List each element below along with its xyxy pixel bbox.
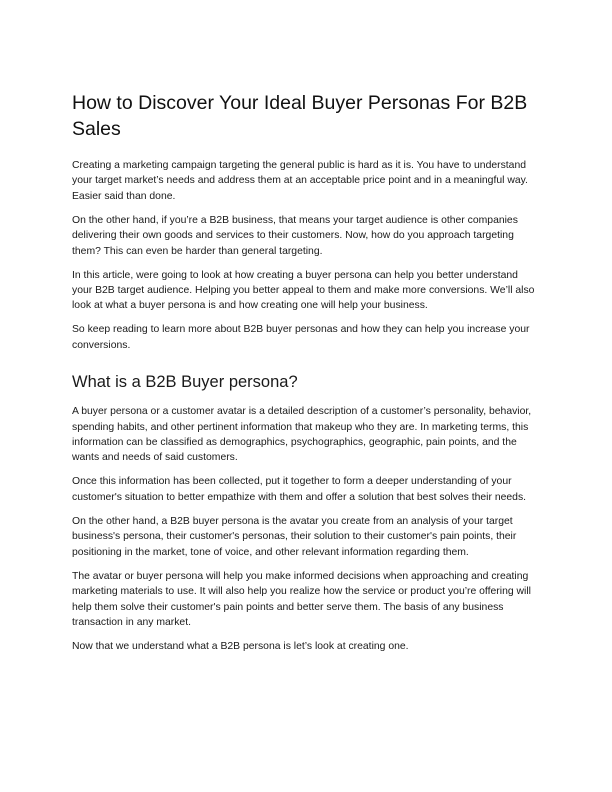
section-paragraph-5: Now that we understand what a B2B persona is let’s look at creating one. <box>72 640 409 652</box>
intro-paragraph-2: On the other hand, if you’re a B2B business, that means your target audience is other companies delivering their own goods and services to their customers. Now, how do you approach targeting them? This can even be harder than general targeting. <box>72 214 518 257</box>
section-paragraph-4: The avatar or buyer persona will help you make informed decisions when approaching and creating marketing materials to use. It will also help you realize how the service or product you’re offering will help them solve their customer's pain points and better serve them. The basis of any business transaction in any market. <box>72 570 531 628</box>
section-heading: What is a B2B Buyer persona? <box>72 373 298 392</box>
intro-paragraph-4: So keep reading to learn more about B2B buyer personas and how they can help you increase your conversions. <box>72 324 530 351</box>
section-paragraph-3: On the other hand, a B2B buyer persona is the avatar you create from an analysis of your target business's persona, their customer's personas, their solution to their customer's pain points, their positioning in the market, tone of voice, and other relevant information regarding them. <box>72 515 517 558</box>
article-title: How to Discover Your Ideal Buyer Personas For B2B Sales <box>72 92 528 140</box>
intro-paragraph-3: In this article, were going to look at how creating a buyer persona can help you better understand your B2B target audience. Helping you better appeal to them and make more conversions. We’ll also look at what a buyer persona is and how creating one will help your business. <box>72 269 535 312</box>
section-paragraph-1: A buyer persona or a customer avatar is a detailed description of a customer’s personality, behavior, spending habits, and other pertinent information that makeup who they are. In marketing terms, this information can be classified as demographics, psychographics, geographic, pain points, and the wants and needs of said customers. <box>72 406 532 464</box>
intro-paragraph-1: Creating a marketing campaign targeting the general public is hard as it is. You have to understand your target market’s needs and address them at an acceptable price point and in a meaningful way. Easier said than done. <box>72 160 528 202</box>
section-paragraph-2: Once this information has been collected, put it together to form a deeper understanding of your customer's situation to better empathize with them and offer a solution that best solves their needs. <box>72 476 527 503</box>
document-page <box>72 90 540 663</box>
